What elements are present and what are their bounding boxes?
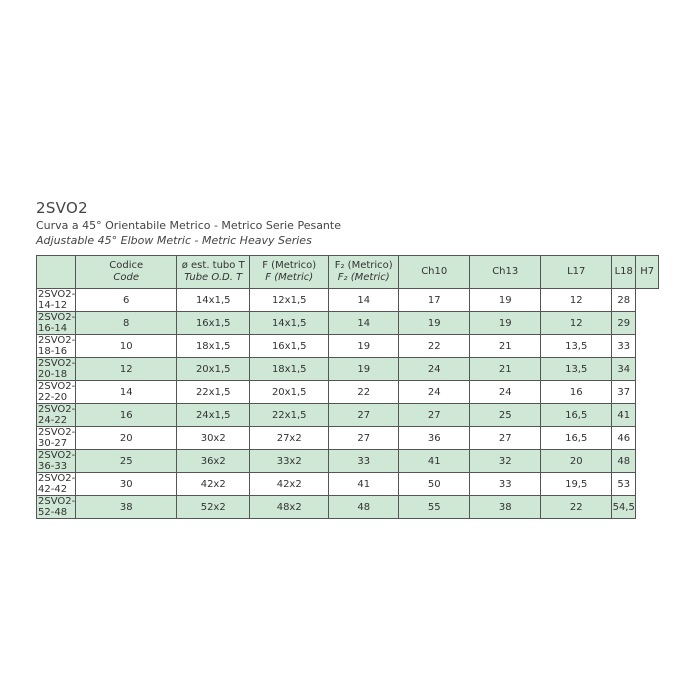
column-header-sublabel: F (Metric)	[265, 272, 314, 283]
product-code-cell: 2SVO2-30-27	[38, 427, 76, 449]
table-cell: 50	[399, 473, 470, 496]
table-cell: 22	[399, 335, 470, 358]
table-cell: 55	[399, 496, 470, 519]
product-code-cell: 2SVO2-14-12	[38, 289, 76, 311]
table-cell: 20x1,5	[250, 381, 329, 404]
table-cell: 54,5	[612, 496, 636, 519]
table-cell: 27	[329, 404, 399, 427]
table-cell: 16x1,5	[177, 312, 250, 335]
table-cell: 30	[76, 473, 177, 496]
product-title: 2SVO2	[36, 199, 88, 217]
table-cell: 16,5	[541, 427, 612, 450]
table-cell: 8	[76, 312, 177, 335]
product-code-cell: 2SVO2-24-22	[38, 404, 76, 426]
table-cell: 27	[470, 427, 541, 450]
product-code-cell: 2SVO2-52-48	[38, 496, 76, 518]
subtitle-english: Adjustable 45° Elbow Metric - Metric Heavy Series	[36, 234, 312, 247]
table-cell: 27	[329, 427, 399, 450]
table-row	[37, 404, 659, 427]
table-cell: 36	[399, 427, 470, 450]
table-cell: 14	[76, 381, 177, 404]
column-header-label: F (Metrico)	[262, 260, 317, 271]
table-cell: 33	[329, 450, 399, 473]
table-cell: 22x1,5	[250, 404, 329, 427]
column-header-label: ø est. tubo T	[181, 260, 245, 271]
column-header	[470, 256, 541, 289]
column-header-label: F₂ (Metrico)	[334, 260, 393, 271]
table-cell: 48x2	[250, 496, 329, 519]
table-cell: 20x1,5	[177, 358, 250, 381]
table-body	[37, 289, 659, 519]
table-cell: 19	[329, 358, 399, 381]
table-cell: 16,5	[541, 404, 612, 427]
table-cell: 12x1,5	[250, 289, 329, 312]
table-cell: 41	[329, 473, 399, 496]
table-cell: 19	[470, 312, 541, 335]
column-header-label: Codice	[109, 260, 144, 271]
table-cell: 13,5	[541, 335, 612, 358]
table-cell: 22x1,5	[177, 381, 250, 404]
table-row	[37, 381, 659, 404]
column-header-sublabel: Code	[113, 272, 140, 283]
table-cell: 24	[399, 358, 470, 381]
table-cell: 25	[76, 450, 177, 473]
table-row	[37, 289, 659, 312]
table-cell: 28	[612, 289, 636, 312]
column-header-label: L18	[614, 266, 633, 277]
table-header-row	[37, 256, 659, 289]
column-header	[636, 256, 659, 289]
product-code-cell: 2SVO2-20-18	[38, 358, 76, 380]
column-header-label: L17	[567, 266, 586, 277]
table-cell: 30x2	[177, 427, 250, 450]
table-row	[37, 312, 659, 335]
table-cell: 12	[541, 312, 612, 335]
table-cell: 10	[76, 335, 177, 358]
table-cell: 19,5	[541, 473, 612, 496]
table-row	[37, 427, 659, 450]
column-header-sublabel: F₂ (Metric)	[337, 272, 390, 283]
table-cell: 16x1,5	[250, 335, 329, 358]
table-cell: 48	[329, 496, 399, 519]
table-cell: 14x1,5	[177, 289, 250, 312]
table-cell: 41	[399, 450, 470, 473]
table-cell: 20	[76, 427, 177, 450]
table-cell: 21	[470, 358, 541, 381]
table-cell: 41	[612, 404, 636, 427]
table-cell: 27	[399, 404, 470, 427]
table-cell: 18x1,5	[250, 358, 329, 381]
table-cell: 27x2	[250, 427, 329, 450]
table-cell: 6	[76, 289, 177, 312]
column-header	[329, 256, 399, 289]
column-header-label: Ch13	[492, 266, 519, 277]
product-code-cell: 2SVO2-16-14	[38, 312, 76, 334]
table-cell: 38	[76, 496, 177, 519]
table-cell: 52x2	[177, 496, 250, 519]
table-cell: 24	[470, 381, 541, 404]
table-cell: 33	[612, 335, 636, 358]
product-code-cell: 2SVO2-42-42	[38, 473, 76, 495]
specs-table	[36, 255, 659, 519]
table-cell: 19	[399, 312, 470, 335]
column-header	[612, 256, 636, 289]
table-cell: 24x1,5	[177, 404, 250, 427]
table-cell: 16	[541, 381, 612, 404]
table-row	[37, 450, 659, 473]
product-code-cell: 2SVO2-36-33	[38, 450, 76, 472]
table-cell: 13,5	[541, 358, 612, 381]
column-header	[177, 256, 250, 289]
table-cell: 34	[612, 358, 636, 381]
table-cell: 32	[470, 450, 541, 473]
table-cell: 14x1,5	[250, 312, 329, 335]
table-cell: 12	[541, 289, 612, 312]
column-header-label: H7	[640, 266, 655, 277]
table-cell: 42x2	[177, 473, 250, 496]
column-header	[250, 256, 329, 289]
table-cell: 12	[76, 358, 177, 381]
table-cell: 14	[329, 312, 399, 335]
table-cell: 22	[329, 381, 399, 404]
side-bar	[37, 256, 76, 289]
product-code-cell: 2SVO2-18-16	[38, 335, 76, 357]
table-cell: 14	[329, 289, 399, 312]
table-cell: 21	[470, 335, 541, 358]
table-cell: 17	[399, 289, 470, 312]
table-cell: 42x2	[250, 473, 329, 496]
table-cell: 16	[76, 404, 177, 427]
table-cell: 20	[541, 450, 612, 473]
table-cell: 36x2	[177, 450, 250, 473]
subtitle-italian: Curva a 45° Orientabile Metrico - Metrico Serie Pesante	[36, 219, 341, 232]
column-header-sublabel: Tube O.D. T	[184, 272, 243, 283]
table-cell: 37	[612, 381, 636, 404]
column-header-label: Ch10	[421, 266, 448, 277]
table-cell: 38	[470, 496, 541, 519]
specs-table-wrapper	[36, 255, 659, 519]
table-cell: 48	[612, 450, 636, 473]
table-cell: 25	[470, 404, 541, 427]
table-cell: 33x2	[250, 450, 329, 473]
table-cell: 53	[612, 473, 636, 496]
column-header	[541, 256, 612, 289]
table-cell: 33	[470, 473, 541, 496]
table-cell: 19	[329, 335, 399, 358]
table-cell: 19	[470, 289, 541, 312]
column-header	[76, 256, 177, 289]
table-row	[37, 358, 659, 381]
table-cell: 29	[612, 312, 636, 335]
table-row	[37, 496, 659, 519]
table-cell: 18x1,5	[177, 335, 250, 358]
table-cell: 22	[541, 496, 612, 519]
column-header	[399, 256, 470, 289]
table-cell: 24	[399, 381, 470, 404]
table-row	[37, 473, 659, 496]
table-cell: 46	[612, 427, 636, 450]
table-row	[37, 335, 659, 358]
product-code-cell: 2SVO2-22-20	[38, 381, 76, 403]
